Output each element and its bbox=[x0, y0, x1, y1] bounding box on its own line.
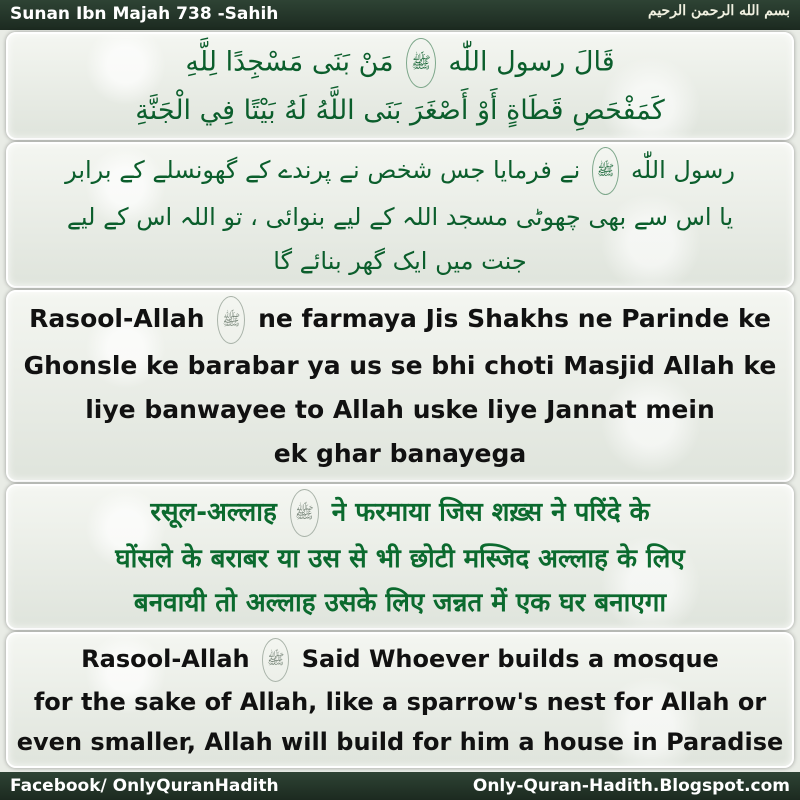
salawat-icon: ﷺ bbox=[406, 38, 436, 88]
roman-urdu-text-panel bbox=[6, 290, 794, 482]
salawat-icon: ﷺ bbox=[592, 147, 619, 195]
hindi-line-1-part-b: ने फरमाया जिस शख़्स ने परिंदे के bbox=[331, 497, 650, 528]
header-bar bbox=[0, 0, 800, 30]
hindi-line-2: घोंसले के बराबर या उस से भी छोटी मस्जिद अल्लाह के लिए bbox=[115, 544, 685, 574]
hindi-text-panel bbox=[6, 484, 794, 630]
hindi-line-1-part-a: रसूल-अल्लाह bbox=[150, 497, 277, 528]
roman-line-4: ek ghar banayega bbox=[273, 439, 527, 468]
roman-line-1-part-a: Rasool-Allah bbox=[29, 304, 205, 333]
english-line-3: even smaller, Allah will build for him a house in Paradise bbox=[16, 728, 784, 756]
urdu-line-2: یا اس سے بھی چھوٹی مسجد اللہ کے لیے بنوائی ، تو اللہ اس کے لیے bbox=[66, 203, 734, 231]
english-line-1-part-b: Said Whoever builds a mosque bbox=[301, 645, 719, 673]
urdu-text-panel bbox=[6, 142, 794, 288]
urdu-line-1-part-b: نے فرمایا جس شخص نے پرندے کے گھونسلے کے برابر bbox=[65, 156, 581, 184]
facebook-page-link[interactable]: Facebook/ OnlyQuranHadith bbox=[10, 776, 279, 796]
hindi-line-3: बनवायी तो अल्लाह उसके लिए जन्नत में एक घर बनाएगा bbox=[133, 588, 667, 618]
hadith-reference-title: Sunan Ibn Majah 738 -Sahih bbox=[10, 4, 279, 24]
english-text-panel bbox=[6, 632, 794, 768]
urdu-line-3: جنت میں ایک گھر بنائے گا bbox=[273, 247, 527, 275]
arabic-line-1 bbox=[185, 38, 614, 88]
english-line-1 bbox=[81, 638, 719, 682]
bismillah-calligraphy: بسم الله الرحمن الرحيم bbox=[648, 3, 790, 19]
urdu-line-1-part-a: رسول اللّٰه bbox=[630, 156, 735, 184]
arabic-line-1-part-a: قَالَ رسول اللّٰه bbox=[448, 46, 615, 78]
footer-bar bbox=[0, 772, 800, 800]
roman-line-3: liye banwayee to Allah uske liye Jannat mein bbox=[85, 395, 715, 424]
arabic-line-2: كَمَفْحَصِ قَطَاةٍ أَوْ أَصْغَرَ بَنَى اللَّهُ لَهُ بَيْتًا فِي الْجَنَّةِ bbox=[135, 95, 665, 126]
salawat-icon: ﷺ bbox=[217, 296, 245, 344]
hindi-line-1 bbox=[150, 489, 649, 537]
arabic-text-panel bbox=[6, 32, 794, 140]
english-line-2: for the sake of Allah, like a sparrow's nest for Allah or bbox=[33, 688, 767, 716]
english-line-1-part-a: Rasool-Allah bbox=[81, 645, 250, 673]
urdu-line-1 bbox=[65, 147, 735, 195]
salawat-icon: ﷺ bbox=[290, 489, 319, 537]
roman-line-1 bbox=[29, 296, 771, 344]
roman-line-1-part-b: ne farmaya Jis Shakhs ne Parinde ke bbox=[258, 304, 771, 333]
blog-url-link[interactable]: Only-Quran-Hadith.Blogspot.com bbox=[472, 776, 790, 796]
roman-line-2: Ghonsle ke barabar ya us se bhi choti Masjid Allah ke bbox=[23, 351, 777, 380]
salawat-icon: ﷺ bbox=[262, 638, 289, 682]
arabic-line-1-part-b: مَنْ بَنَى مَسْجِدًا لِلَّهِ bbox=[185, 46, 394, 78]
